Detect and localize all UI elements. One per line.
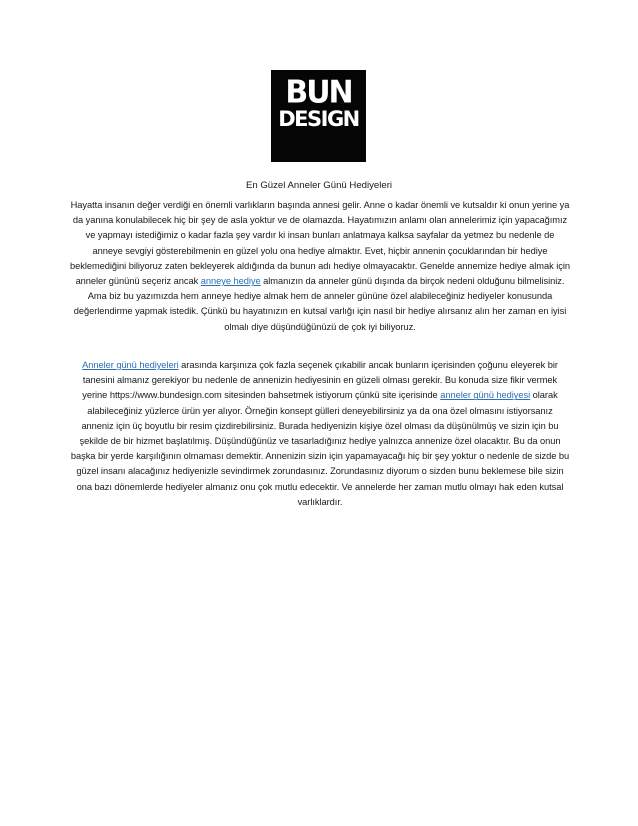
- paragraph-text: arasında karşınıza çok fazla seçenek çıkabilir ancak bunların içerisinden çoğunu eleyerek bir tanesini almanız gerekiyor bu nedenle de annenizin hediyesinin en güzeli olması gerekir. Bu konuda size fikir vermek yerine https://www.bundesign.com sitesinden bahsetmek istiyorum çünkü site içerisinde: [82, 360, 558, 401]
- paragraph-text: Hayatta insanın değer verdiği en önemli varlıkların başında annesi gelir. Anne o kadar önemli ve kutsaldır ki onun yerine ya da yanına konulabilecek hiç bir şey de asla yoktur ve de olamazda. Hayatımızın anlamı olan annelerimiz için yapacağımız ve yapmayı istediğimiz o kadar fazla şey vardır ki insan bunları anlatmaya kalksa sayfalar da yetmez bu nedenle de anneye sevgiyi gösterebilmenin en güzel yolu ona hediye almaktır. Evet, hiçbir annenin çocuklarından bir hediye beklemediğini biliyoruz zaten bekleyerek aldığında da bunun adı hediye olmayacaktır. Genelde annemize hediye almak için anneler gününü seçeriz ancak: [70, 200, 571, 287]
- logo-text-bun: BUN: [285, 74, 352, 111]
- anneler-gunu-hediyeleri-link[interactable]: Anneler günü hediyeleri: [82, 360, 179, 370]
- body-paragraph: [70, 358, 570, 510]
- intro-paragraph: [70, 198, 570, 335]
- anneye-hediye-link[interactable]: anneye hediye: [200, 276, 261, 287]
- paragraph-text: olarak alabileceğiniz yüzlerce ürün yer alıyor. Örneğin konsept gülleri deneyebilirsiniz ya da ona özel olmasını istiyorsanız anneniz için üç boyutlu bir resim çizdirebilirsiniz. Burada hediyenizin kişiye özel olması da düşünülmüş ve sizin için bu şekilde de bir hizmet başlatılmış. Düşündüğünüz ve tasarladığınız hediye yalnızca annenize özel olacaktır. Bu da onun başka bir yerde karşılığının olmaması demektir. Annenizin sizin için yapamayacağı hiç bir şey yoktur o nedenle de sizde bu güzel insanı alacağınız hediyenizle sevindirmek zorundasınız. Zorundasınız diyorum o sizden bunu beklemese bile sizin ona bazı dönemlerde hediyeler almanız onu çok mutlu edecektir. Ve annelerde her zaman mutlu olmayı hak eden kutsal varlıklardır.: [70, 390, 570, 507]
- document-title: En Güzel Anneler Günü Hediyeleri: [245, 180, 393, 191]
- anneler-gunu-hediyesi-link[interactable]: anneler günü hediyesi: [440, 390, 531, 401]
- logo-text-design: DESIGN: [278, 107, 359, 131]
- bundesign-logo: [271, 70, 366, 162]
- paragraph-text: almanızın da anneler günü dışında da birçok nedeni olduğunu bilmelisiniz. Ama biz bu yazımızda hem anneye hediye almak hem de anneler gününe özel alabileceğiniz hediyeler konusunda değerlendirme yapmak istedik. Çünkü bu hayatınızın en kutsal varlığı için nasıl bir hediye alırsanız alın her zaman en iyisi olmalı diye düşündüğünüzü de çok iyi biliyoruz.: [73, 276, 567, 332]
